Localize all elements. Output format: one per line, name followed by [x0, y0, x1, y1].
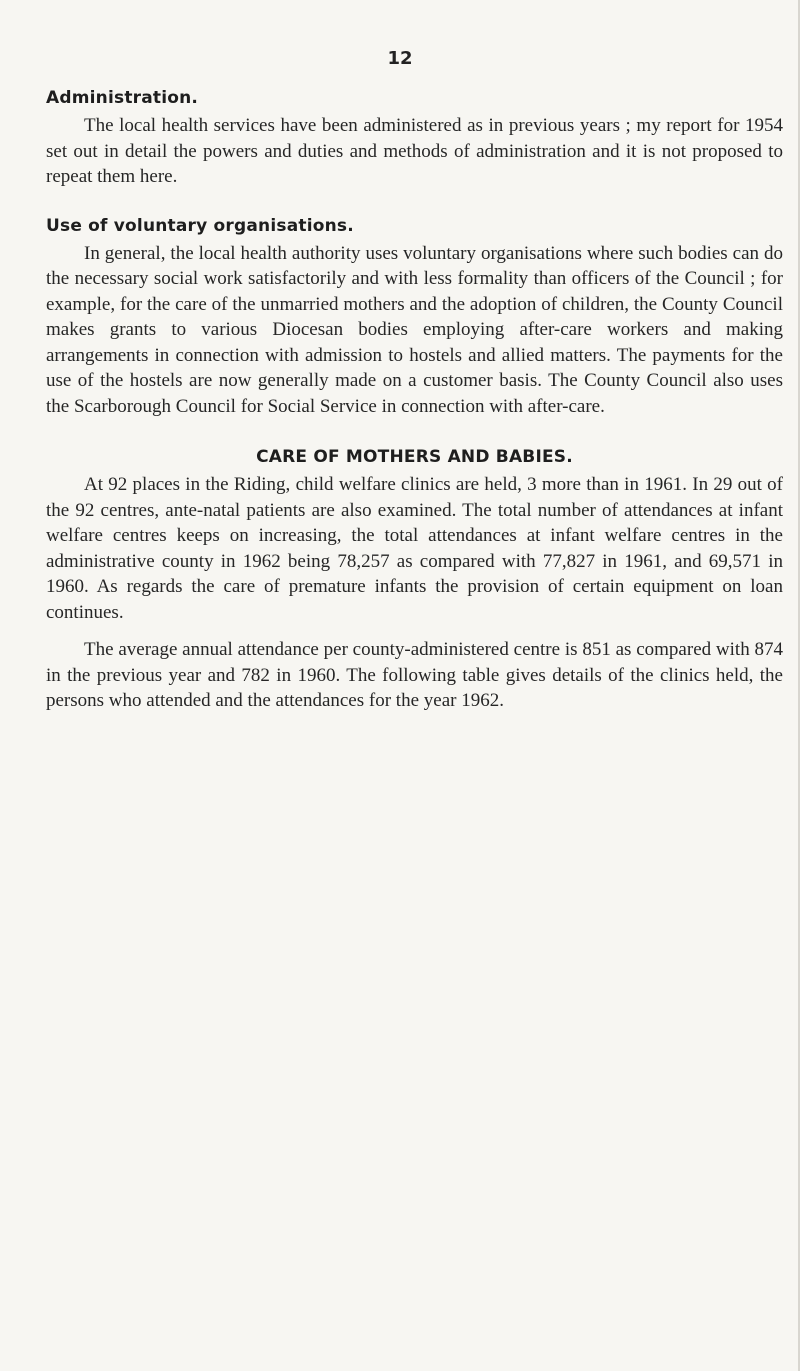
page-content [46, 88, 783, 740]
section-heading: Use of voluntary organisations. [46, 215, 354, 236]
body-paragraph: The local health services have been administered as in previous years ; my report for 1954 set out in detail the powers and duties and methods of administration and it is not proposed to repeat them here. [46, 115, 783, 187]
page-number: 12 [387, 48, 413, 69]
section-administration [46, 88, 783, 190]
body-paragraph: At 92 places in the Riding, child welfare clinics are held, 3 more than in 1961. In 29 out of the 92 centres, ante-natal patients are also examined. The total number of attendances at infant welfare centres keeps on increasing, the total attendances at infant welfare centres in the administrative county in 1962 being 78,257 as compared with 77,827 in 1961, and 69,571 in 1960. As regards the care of premature infants the provision of certain equipment on loan continues. [46, 474, 783, 623]
body-paragraph: The average annual attendance per county-administered centre is 851 as compared with 874 in the previous year and 782 in 1960. The following table gives details of the clinics held, the persons who attended and the attendances for the year 1962. [46, 639, 783, 711]
section-care-of-mothers-and-babies [46, 447, 783, 714]
section-heading: Administration. [46, 88, 199, 108]
section-heading: CARE OF MOTHERS AND BABIES. [256, 447, 573, 467]
section-voluntary-organisations [46, 216, 783, 420]
body-paragraph: In general, the local health authority uses voluntary organisations where such bodies can do the necessary social work satisfactorily and with less formality than officers of the Council ; for example, for the care of the unmarried mothers and the adoption of children, the County Council makes grants to various Diocesan bodies employing after-care workers and making arrangements in connection with admission to hostels and allied matters. The payments for the use of the hostels are now generally made on a customer basis. The County Council also uses the Scarborough Council for Social Service in connection with after-care. [46, 242, 783, 417]
